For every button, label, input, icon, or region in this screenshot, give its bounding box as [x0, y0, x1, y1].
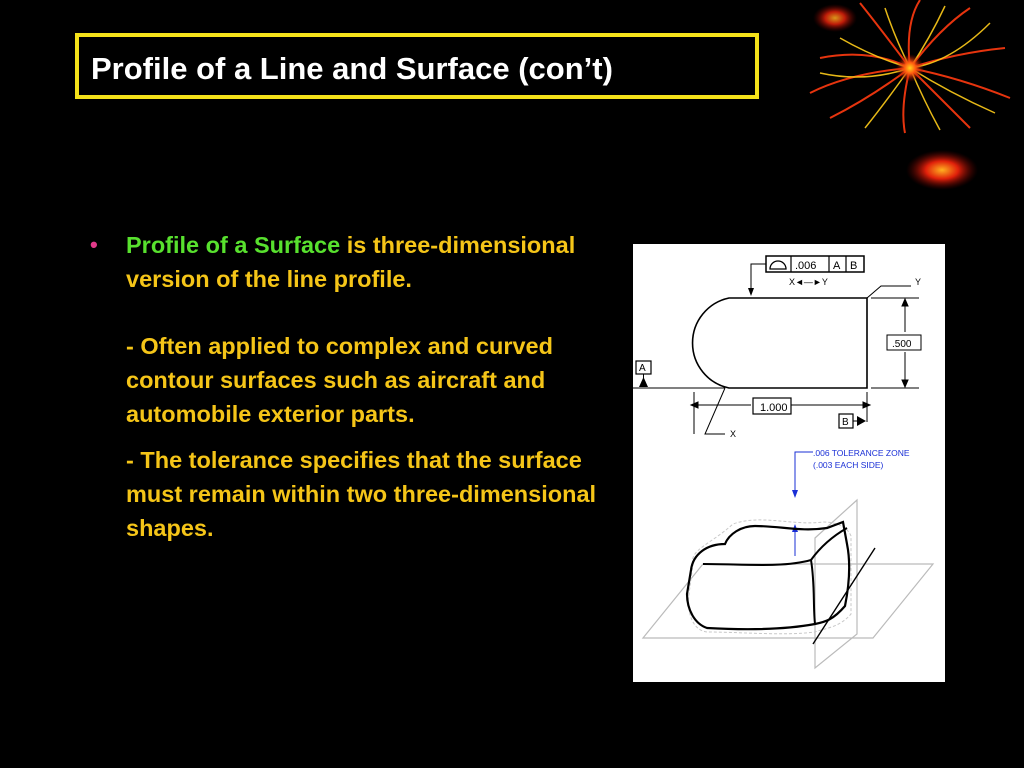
height-value: .500 [892, 339, 912, 350]
paragraph-tolerance: - The tolerance specifies that the surface must remain within two three-dimensional shapes. [126, 447, 597, 541]
tolerance-zone-sublabel: (.003 EACH SIDE) [813, 460, 884, 470]
surface-block-3d [643, 500, 933, 668]
paragraph-applications: - Often applied to complex and curved contour surfaces such as aircraft and automobile exterior parts. [126, 333, 553, 427]
feature-control-frame [748, 256, 864, 296]
between-label: X◄—►Y [789, 277, 828, 287]
bullet-highlight: Profile of a Surface [126, 232, 341, 258]
datum-b-label: B [842, 417, 849, 428]
bullet-item [90, 228, 620, 296]
title-box [75, 33, 759, 99]
bullet-dot: • [90, 232, 98, 257]
datum-a-label: A [639, 363, 646, 374]
profile-drawing [633, 244, 945, 682]
slide-title: Profile of a Line and Surface (con’t) [91, 51, 613, 86]
tolerance-zone-label: .006 TOLERANCE ZONE [813, 448, 910, 458]
fcf-tolerance: .006 [795, 260, 817, 272]
bullet-text: is three-dimensional version of the line profile. [126, 232, 576, 292]
profile-surface-figure [633, 244, 945, 682]
fcf-datum-a: A [833, 260, 841, 272]
point-x-label: X [730, 429, 737, 439]
slide-body [90, 228, 620, 545]
fireworks-decoration [800, 0, 1024, 200]
part-outline [693, 298, 867, 388]
fcf-datum-b: B [850, 260, 858, 272]
datum-a-symbol [633, 361, 725, 388]
width-value: 1.000 [760, 402, 788, 414]
point-y-label: Y [915, 277, 922, 287]
